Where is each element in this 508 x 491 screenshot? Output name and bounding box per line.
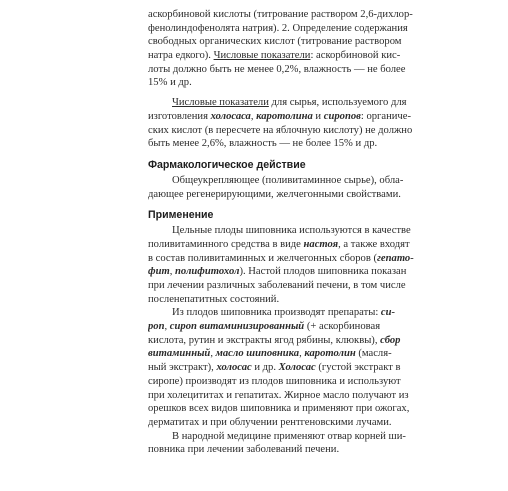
underlined-term: Числовые показатели — [213, 50, 311, 62]
text-line — [148, 124, 472, 138]
text-segment: Из плодов шиповника производят препараты: — [172, 307, 381, 319]
text-segment: для сырья, используемого для — [268, 97, 407, 109]
text-line — [148, 188, 472, 202]
text-line — [148, 252, 472, 266]
emphasized-term: сбор — [380, 334, 401, 346]
text-line — [148, 35, 472, 49]
text-line — [148, 279, 472, 293]
emphasized-term: каротолина — [256, 110, 313, 122]
text-segment: орешков всех видов шиповника и применяют при ожогах, — [148, 403, 410, 415]
text-line — [148, 96, 472, 110]
text-segment: , — [169, 266, 176, 278]
text-segment: В народной медицине применяют отвар корней ши- — [172, 430, 406, 442]
text-segment: кислота, рутин и экстракты ягод рябины, клюквы), — [148, 334, 381, 346]
text-segment: Цельные плоды шиповника используются в качестве — [172, 225, 411, 237]
text-line — [148, 306, 472, 320]
text-segment: , — [299, 348, 305, 360]
text-segment: быть менее 2,6%, влажность — не более 15% и др. — [148, 138, 378, 150]
text-line — [148, 8, 472, 22]
paragraph-folk-medicine — [148, 430, 472, 457]
section-heading-application: Применение — [148, 209, 214, 222]
emphasized-term: сиропов — [323, 110, 361, 122]
text-line — [148, 49, 472, 63]
text-line — [148, 137, 472, 151]
text-line — [148, 361, 472, 375]
text-segment: ских кислот (в пересчете на яблочную кислоту) не должно — [148, 124, 413, 136]
text-segment: (масля- — [355, 348, 392, 360]
text-segment: аскорбиновой кислоты (титрование раствором 2,6-дихлор- — [148, 9, 413, 20]
text-segment: , — [164, 321, 170, 333]
text-segment: ный экстракт), — [148, 362, 217, 374]
text-segment: повника при лечении заболеваний печени. — [148, 444, 340, 456]
text-segment: сиропе) производят из плодов шиповника и используют — [148, 375, 401, 387]
text-line — [148, 238, 472, 252]
paragraph-acid-content — [148, 8, 472, 90]
paragraph-pharmacology — [148, 174, 472, 201]
text-segment: , а также входят — [338, 238, 410, 250]
paragraph-preparations — [148, 306, 472, 429]
emphasized-term: полифитохол — [175, 266, 240, 278]
paragraph-raw-material-indicators — [148, 96, 472, 151]
text-segment: , — [210, 348, 216, 360]
text-segment: , — [250, 110, 257, 122]
emphasized-term: витаминный — [148, 348, 211, 360]
section-heading-pharmacology: Фармакологическое действие — [148, 158, 306, 171]
emphasized-term: настоя — [303, 238, 339, 250]
text-segment: : органиче- — [360, 110, 411, 122]
text-segment: поливитаминного средства в виде — [148, 238, 304, 250]
text-line — [148, 334, 472, 348]
emphasized-term: холосаса — [210, 110, 251, 122]
text-line — [148, 375, 472, 389]
text-line — [148, 22, 472, 36]
emphasized-term: гепато- — [377, 252, 414, 264]
text-line — [148, 110, 472, 124]
text-segment: Общеукрепляющее (поливитаминное сырье), обла- — [172, 174, 404, 186]
text-segment: ). Настой плодов шиповника показан — [239, 266, 407, 278]
text-segment: в состав поливитаминных и желчегонных сборов ( — [148, 252, 378, 264]
text-segment: (+ аскорбиновая — [304, 321, 381, 333]
text-line — [148, 63, 472, 77]
text-segment: посленепатитных состояний. — [148, 293, 280, 305]
text-segment: при лечении различных заболеваний печени, в том числе — [148, 280, 406, 291]
emphasized-term: роп — [148, 321, 165, 333]
text-line — [148, 320, 472, 334]
text-segment: и др. — [251, 362, 279, 374]
emphasized-term: сироп витаминизированный — [169, 321, 305, 333]
text-segment: фенолиндофенолята натрия). 2. Определение содержания — [148, 22, 408, 34]
text-line — [148, 174, 472, 188]
text-segment: (густой экстракт в — [315, 362, 401, 374]
emphasized-term: масло шиповника — [215, 348, 300, 360]
underlined-term: Числовые показатели — [172, 97, 269, 109]
text-segment: натра едкого). — [148, 50, 214, 62]
text-line — [148, 224, 472, 238]
emphasized-term: си- — [380, 307, 396, 319]
text-line — [148, 293, 472, 307]
text-line — [148, 347, 472, 361]
text-line — [148, 402, 472, 416]
text-line — [148, 416, 472, 430]
text-segment: 15% и др. — [148, 77, 192, 89]
paragraph-application-infusion — [148, 224, 472, 306]
text-segment: при холецититах и гепатитах. Жирное масло получают из — [148, 389, 409, 401]
text-line — [148, 76, 472, 90]
emphasized-term: холосас — [216, 362, 252, 374]
text-line — [148, 430, 472, 444]
emphasized-term: Холосас — [278, 362, 316, 374]
text-line — [148, 443, 472, 457]
text-segment: изготовления — [148, 110, 211, 122]
text-segment: дающее регенерирующими, желчегонными свойствами. — [148, 188, 401, 200]
text-segment: свободных органических кислот (титрование раствором — [148, 36, 402, 48]
text-line — [148, 265, 472, 279]
text-line — [148, 389, 472, 403]
text-segment: дерматитах и при облучении рентгеновскими лучами. — [148, 416, 392, 428]
emphasized-term: фит — [148, 266, 170, 278]
text-segment: : аскорбиновой кис- — [310, 50, 401, 62]
text-segment: и — [312, 110, 324, 122]
text-segment: лоты должно быть не менее 0,2%, влажность — не более — [148, 63, 406, 75]
emphasized-term: каротолин — [304, 348, 356, 360]
